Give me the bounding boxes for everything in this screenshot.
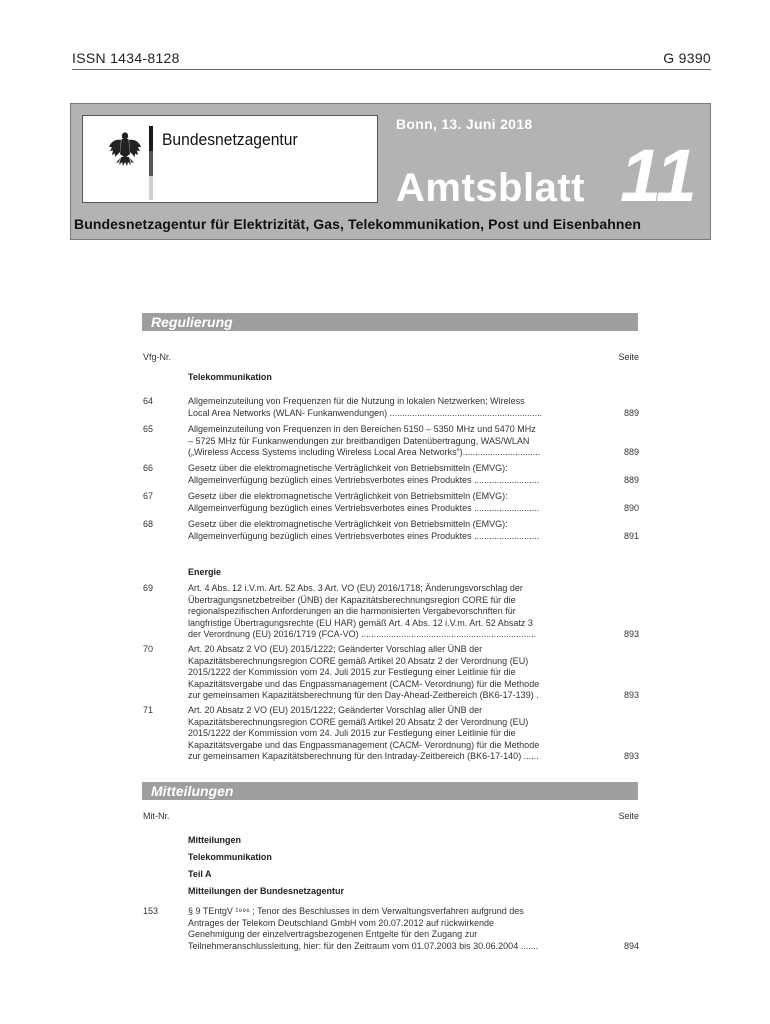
subheading-teil-a: Teil A — [188, 869, 212, 879]
entry-title[interactable] — [188, 644, 593, 702]
entry-title-line: Art. 4 Abs. 12 i.V.m. Art. 52 Abs. 3 Art. VO (EU) 2016/1718; Änderungsvorschlag der — [188, 583, 523, 593]
publication-subtitle: Bundesnetzagentur für Elektrizität, Gas, Telekommunikation, Post und Eisenbahnen — [74, 216, 642, 232]
entry-page-number: 889 — [623, 474, 639, 485]
entry-number: 153 — [143, 906, 159, 916]
subheading-telekommunikation: Telekommunikation — [188, 852, 272, 862]
entry-title-line: („Wireless Access Systems including Wireless Local Area Networks“)............................... — [188, 447, 541, 457]
issue-number: 11 — [620, 134, 697, 217]
column-label-seite: Seite — [618, 811, 639, 821]
entry-title-line: Local Area Networks (WLAN- Funkanwendungen) ............................................................. — [188, 407, 543, 418]
entry-page-number: 893 — [623, 690, 639, 700]
entry-page-number: 894 — [623, 940, 639, 951]
entry-number: 68 — [143, 519, 154, 529]
entry-page-number: 893 — [623, 751, 639, 761]
entry-page-number: 890 — [623, 502, 639, 513]
entry-title-line: Art. 20 Absatz 2 VO (EU) 2015/1222; Geänderter Vorschlag aller ÜNB der — [188, 705, 483, 715]
column-label-seite: Seite — [618, 352, 639, 362]
entry-title-line: zur gemeinsamen Kapazitätsberechnung für den Day-Ahead-Zeitbereich (BK6-17-139) . — [188, 690, 539, 700]
agency-logo-box — [82, 115, 378, 203]
entry-title[interactable] — [188, 491, 593, 514]
subheading-mitteilungen-der-bundesnetzagentur: Mitteilungen der Bundesnetzagentur — [188, 886, 345, 896]
entry-number: 67 — [143, 491, 154, 501]
section-heading: Regulierung — [151, 314, 233, 330]
entry-title-line: Gesetz über die elektromagnetische Verträglichkeit von Betriebsmitteln (EMVG): — [188, 463, 508, 473]
section-bar-mitteilungen — [142, 782, 638, 800]
entry-title-line: Allgemeinverfügung bezüglich eines Vertriebsverbotes eines Produktes .......................... — [188, 502, 540, 513]
publication-title: Amtsblatt — [396, 166, 585, 210]
entry-title-line: Übertragungsnetzbetreiber (ÜNB) der Kapazitätsberechnungsregion CORE für die — [188, 594, 516, 605]
entry-page-number: 889 — [623, 447, 639, 457]
entry-title[interactable] — [188, 424, 593, 459]
entry-page-number: 891 — [623, 530, 639, 541]
entry-title-line: 2015/1222 der Kommission vom 24. Juli 2015 zur Festlegung einer Leitlinie für die — [188, 667, 516, 677]
entry-number: 69 — [143, 583, 154, 593]
entry-title-line: Kapazitätsberechnungsregion CORE gemäß Artikel 20 Absatz 2 der Verordnung (EU) — [188, 655, 529, 666]
entry-title-line: Gesetz über die elektromagnetische Verträglichkeit von Betriebsmitteln (EMVG): — [188, 519, 508, 529]
entry-page-number: 893 — [623, 629, 639, 639]
entry-title[interactable] — [188, 396, 593, 419]
subheading-telekommunikation: Telekommunikation — [188, 372, 272, 382]
section-heading: Mitteilungen — [151, 783, 234, 799]
entry-title[interactable] — [188, 906, 593, 952]
entry-number: 71 — [143, 705, 154, 715]
entry-title-line: Art. 20 Absatz 2 VO (EU) 2015/1222; Geänderter Vorschlag aller ÜNB der — [188, 644, 483, 654]
entry-title-line: Kapazitätsberechnungsregion CORE gemäß Artikel 20 Absatz 2 der Verordnung (EU) — [188, 716, 529, 727]
entry-title-line: Genehmigung der einzelvertragsbezogenen Entgelte für den Zugang zur — [188, 929, 478, 939]
entry-title-line: Allgemeinverfügung bezüglich eines Vertriebsverbotes eines Produktes .......................... — [188, 474, 540, 485]
subheading-energie: Energie — [188, 567, 222, 577]
entry-title-line: Kapazitätsvergabe und das Engpassmanagement (CACM- Verordnung) für die Methode — [188, 678, 540, 689]
column-label-mit-nr: Mit-Nr. — [143, 811, 170, 821]
subheading-mitteilungen: Mitteilungen — [188, 835, 241, 845]
entry-title-line: zur gemeinsamen Kapazitätsberechnung für den Intraday-Zeitbereich (BK6-17-140) ...... — [188, 751, 539, 761]
entry-title-line: Teilnehmeranschlussleitung, hier: für den Zeitraum vom 01.07.2003 bis 30.06.2004 ....... — [188, 940, 539, 951]
entry-title-line: Allgemeinverfügung bezüglich eines Vertriebsverbotes eines Produktes .......................... — [188, 530, 540, 541]
entry-title-line: Antrages der Telekom Deutschland GmbH vom 20.07.2012 auf rückwirkende — [188, 917, 494, 928]
entry-title-line: Allgemeinzuteilung von Frequenzen in den Bereichen 5150 – 5350 MHz und 5470 MHz — [188, 424, 536, 434]
masthead-banner — [70, 103, 711, 240]
entry-number: 66 — [143, 463, 154, 473]
entry-title-line: regionalspezifischen Anforderungen an die harmonisierten Vergabevorschriften für — [188, 606, 516, 616]
publication-code: G 9390 — [663, 50, 711, 66]
entry-number: 64 — [143, 396, 154, 406]
entry-number: 70 — [143, 644, 154, 654]
entry-number: 65 — [143, 424, 154, 434]
entry-title-line: der Verordnung (EU) 2016/1719 (FCA-VO) ...................................................................... — [188, 629, 537, 639]
issn-number: ISSN 1434-8128 — [72, 50, 180, 66]
flag-stripe — [149, 126, 153, 200]
entry-title-line: – 5725 MHz für Funkanwendungen zur breitbandigen Datenübertragung, WAS/WLAN — [188, 435, 530, 446]
entry-title-line: langfristige Übertragungsrechte (EU HAR) gemäß Art. 4 Abs. 12 i.V.m. Art. 52 Absatz 3 — [188, 617, 533, 628]
entry-title[interactable] — [188, 519, 593, 542]
entry-title[interactable] — [188, 583, 593, 641]
agency-name: Bundesnetzagentur — [162, 130, 298, 149]
issue-date: Bonn, 13. Juni 2018 — [396, 116, 533, 132]
entry-title-line: Allgemeinzuteilung von Frequenzen für die Nutzung in lokalen Netzwerken; Wireless — [188, 396, 525, 406]
header-rule — [72, 69, 711, 70]
entry-title-line: 2015/1222 der Kommission vom 24. Juli 2015 zur Festlegung einer Leitlinie für die — [188, 728, 516, 738]
entry-page-number: 889 — [623, 407, 639, 418]
entry-title[interactable] — [188, 705, 593, 763]
entry-title-line: § 9 TEntgV ¹⁹⁹⁶ ; Tenor des Beschlusses in dem Verwaltungsverfahren aufgrund des — [188, 906, 524, 916]
entry-title[interactable] — [188, 463, 593, 486]
entry-title-line: Gesetz über die elektromagnetische Verträglichkeit von Betriebsmitteln (EMVG): — [188, 491, 508, 501]
column-label-vfg-nr: Vfg-Nr. — [143, 352, 172, 362]
section-bar-regulierung — [142, 313, 638, 331]
federal-eagle-icon — [107, 128, 143, 170]
entry-title-line: Kapazitätsvergabe und das Engpassmanagement (CACM- Verordnung) für die Methode — [188, 739, 540, 750]
